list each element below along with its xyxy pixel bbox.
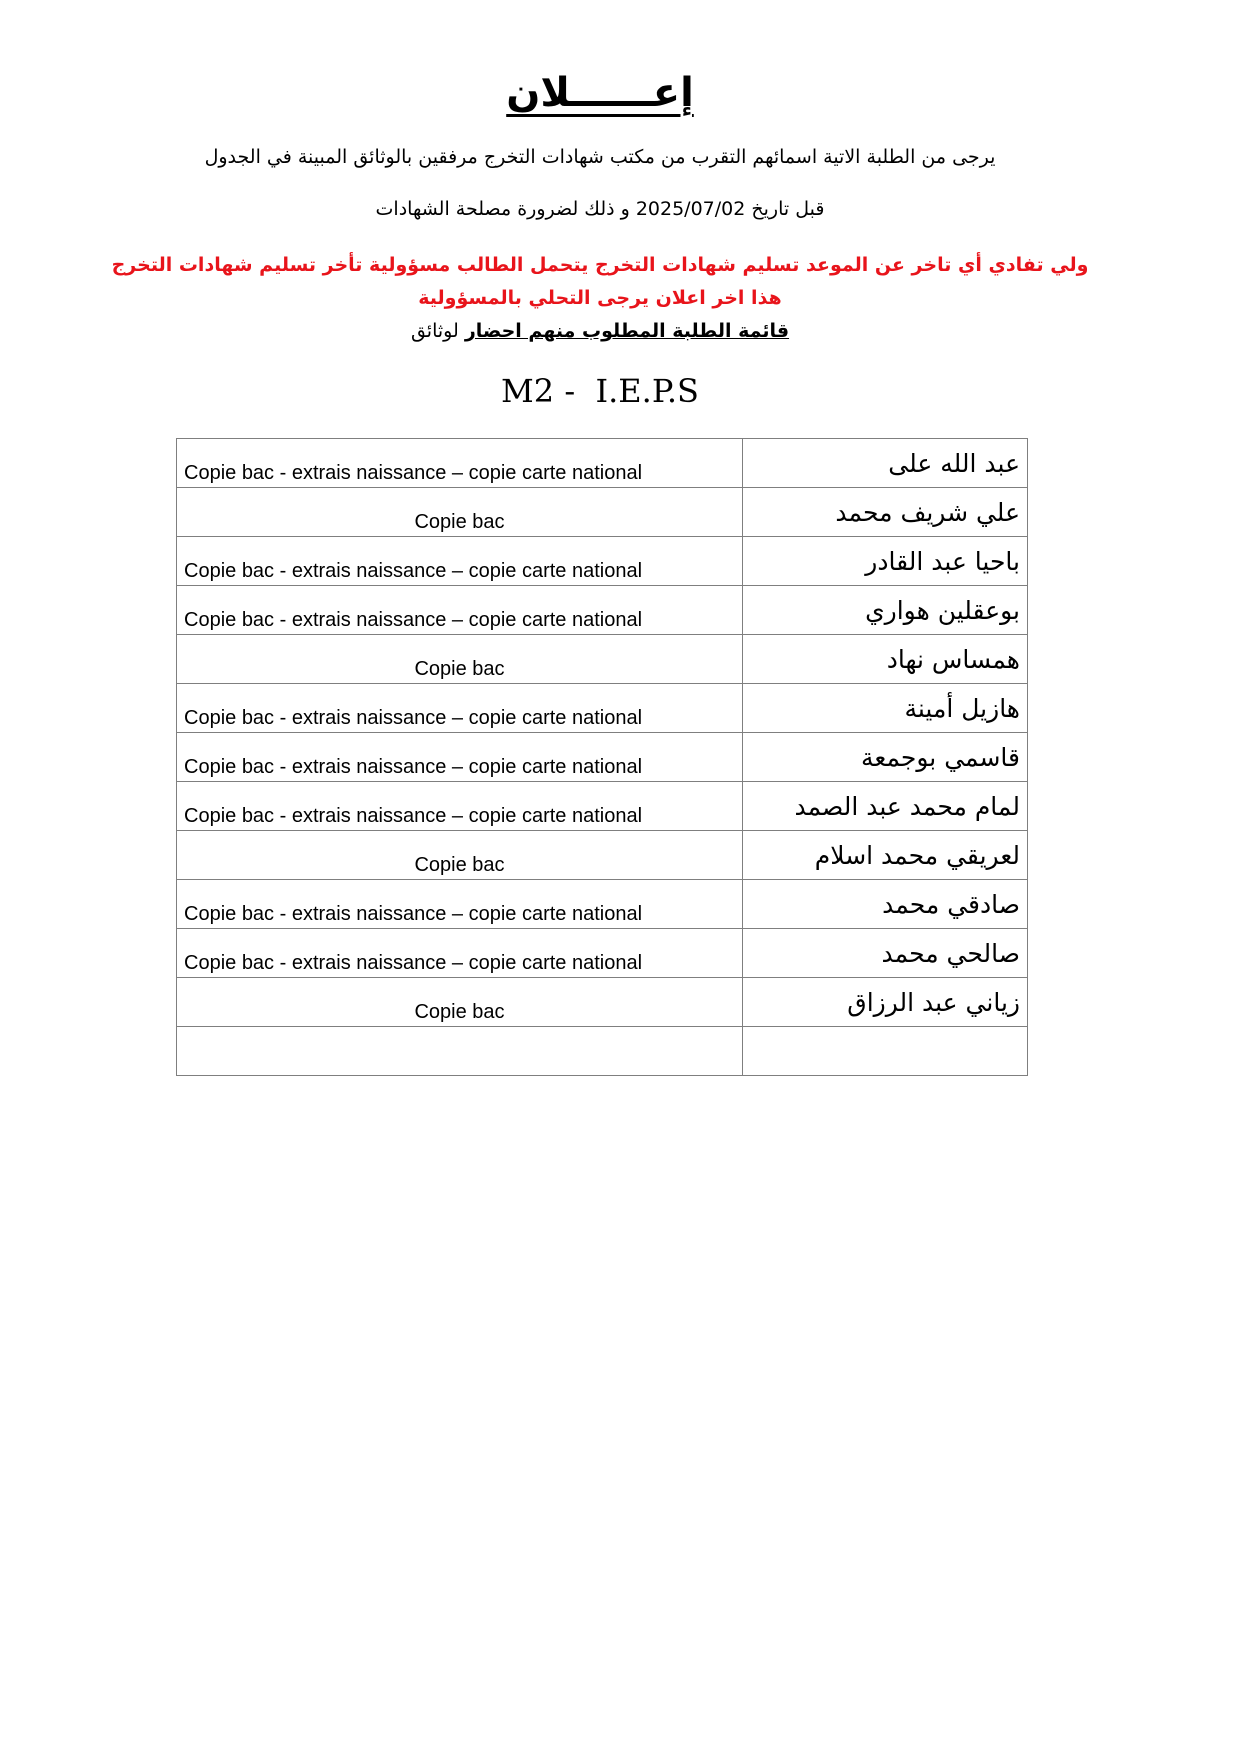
table-row bbox=[177, 831, 1028, 880]
list-heading-rest: لوثائق bbox=[410, 320, 465, 342]
table-row bbox=[177, 684, 1028, 733]
required-documents-cell: Copie bac - extrais naissance – copie carte national bbox=[177, 537, 743, 586]
student-name-cell: باحيا عبد القادر bbox=[743, 537, 1028, 586]
required-documents-cell: Copie bac bbox=[177, 831, 743, 880]
students-table bbox=[176, 438, 1028, 1076]
student-name-cell bbox=[743, 1027, 1028, 1076]
program-subtitle: M2 - I.E.P.S bbox=[501, 372, 699, 410]
required-documents-cell bbox=[177, 1027, 743, 1076]
table-row bbox=[177, 782, 1028, 831]
student-name-cell: قاسمي بوجمعة bbox=[743, 733, 1028, 782]
table-row bbox=[177, 586, 1028, 635]
table-row bbox=[177, 635, 1028, 684]
warning-line-1: ولي تفادي أي تاخر عن الموعد تسليم شهادات التخرج يتحمل الطالب مسؤولية تأخر تسليم شهادات التخرج bbox=[111, 254, 1089, 276]
table-row bbox=[177, 1027, 1028, 1076]
table-row bbox=[177, 929, 1028, 978]
student-name-cell: لعريقي محمد اسلام bbox=[743, 831, 1028, 880]
required-documents-cell: Copie bac bbox=[177, 978, 743, 1027]
table-row bbox=[177, 733, 1028, 782]
list-heading bbox=[0, 320, 1200, 342]
table-row bbox=[177, 880, 1028, 929]
required-documents-cell: Copie bac - extrais naissance – copie carte national bbox=[177, 684, 743, 733]
student-name-cell: صادقي محمد bbox=[743, 880, 1028, 929]
required-documents-cell: Copie bac - extrais naissance – copie carte national bbox=[177, 782, 743, 831]
table-row bbox=[177, 537, 1028, 586]
student-name-cell: لمام محمد عبد الصمد bbox=[743, 782, 1028, 831]
warning-line-2: هذا اخر اعلان يرجى التحلي بالمسؤولية bbox=[418, 287, 782, 309]
required-documents-cell: Copie bac - extrais naissance – copie carte national bbox=[177, 586, 743, 635]
student-name-cell: عبد الله على bbox=[743, 439, 1028, 488]
table-row bbox=[177, 439, 1028, 488]
required-documents-cell: Copie bac bbox=[177, 635, 743, 684]
student-name-cell: همساس نهاد bbox=[743, 635, 1028, 684]
table-row bbox=[177, 978, 1028, 1027]
required-documents-cell: Copie bac - extrais naissance – copie carte national bbox=[177, 929, 743, 978]
student-name-cell: بوعقلين هواري bbox=[743, 586, 1028, 635]
student-name-cell: زياني عبد الرزاق bbox=[743, 978, 1028, 1027]
required-documents-cell: Copie bac bbox=[177, 488, 743, 537]
required-documents-cell: Copie bac - extrais naissance – copie carte national bbox=[177, 439, 743, 488]
instruction-line: يرجى من الطلبة الاتية اسمائهم التقرب من مكتب شهادات التخرج مرفقين بالوثائق المبينة في الجدول bbox=[204, 146, 996, 168]
list-heading-bold: قائمة الطلبة المطلوب منهم احضار bbox=[464, 320, 790, 342]
required-documents-cell: Copie bac - extrais naissance – copie carte national bbox=[177, 733, 743, 782]
announcement-title: إعــــــلان bbox=[506, 70, 694, 116]
table-row bbox=[177, 488, 1028, 537]
deadline-line: قبل تاريخ 2025/07/02 و ذلك لضرورة مصلحة الشهادات bbox=[375, 198, 825, 220]
student-name-cell: صالحي محمد bbox=[743, 929, 1028, 978]
required-documents-cell: Copie bac - extrais naissance – copie carte national bbox=[177, 880, 743, 929]
student-name-cell: هازيل أمينة bbox=[743, 684, 1028, 733]
student-name-cell: علي شريف محمد bbox=[743, 488, 1028, 537]
